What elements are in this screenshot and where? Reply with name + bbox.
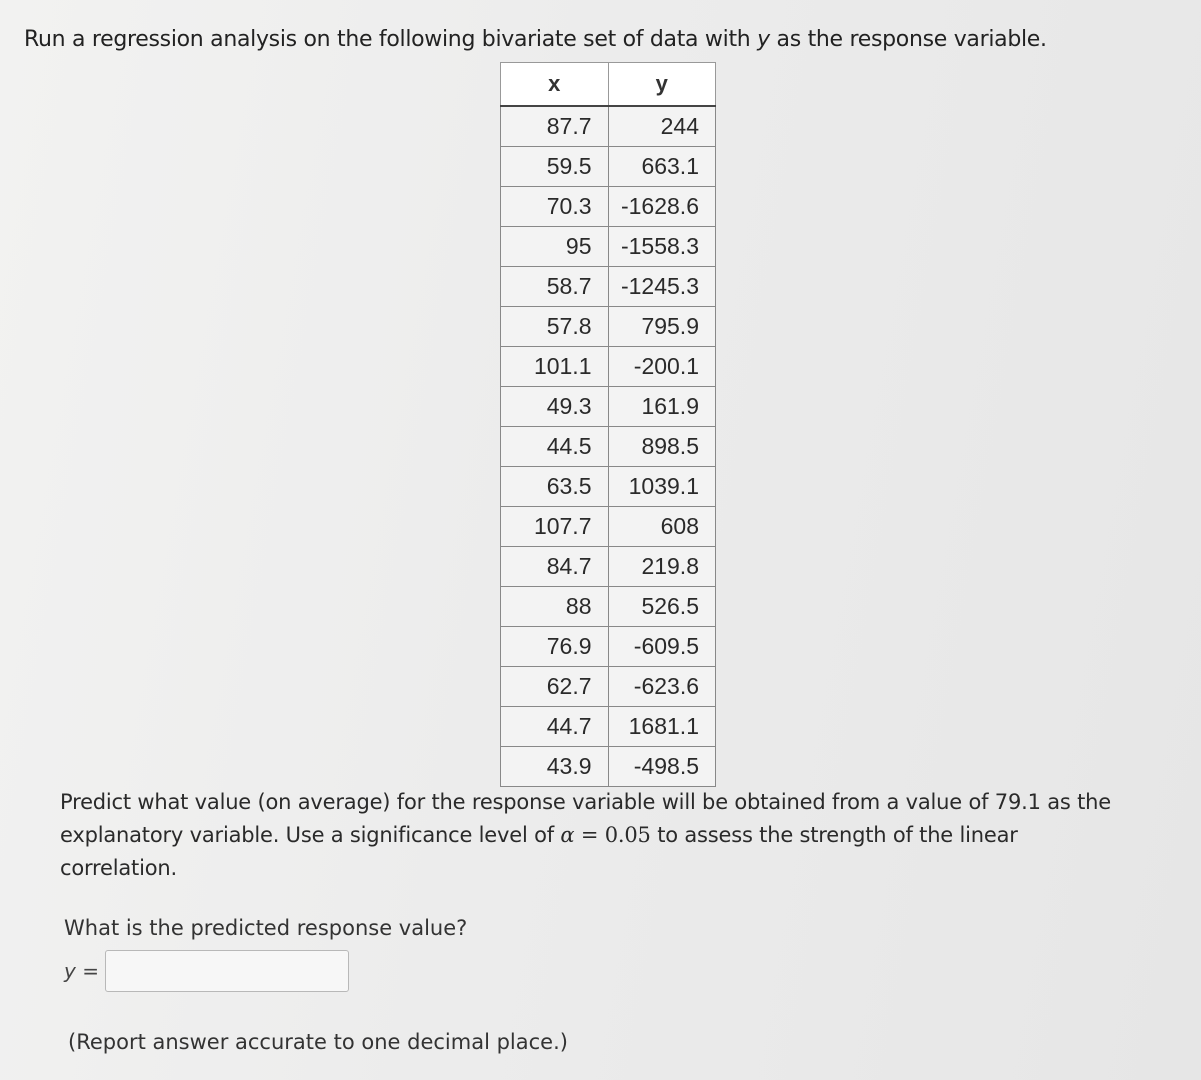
y-value-cell: -1245.3: [608, 267, 716, 307]
y-value-cell: 526.5: [608, 587, 716, 627]
problem-prompt: [60, 786, 1140, 885]
x-value-cell: 49.3: [501, 387, 609, 427]
table-row: [501, 467, 716, 507]
x-value-cell: 88: [501, 587, 609, 627]
table-row: [501, 507, 716, 547]
x-value-cell: 84.7: [501, 547, 609, 587]
y-value-cell: -1558.3: [608, 227, 716, 267]
table-header-row: [501, 63, 716, 107]
y-value-cell: 219.8: [608, 547, 716, 587]
x-value-cell: 62.7: [501, 667, 609, 707]
table-row: [501, 747, 716, 787]
answer-label: [64, 959, 99, 983]
alpha-value: 0.05: [604, 823, 651, 847]
x-value-cell: 43.9: [501, 747, 609, 787]
table-row: [501, 667, 716, 707]
table-row: [501, 227, 716, 267]
x-value-cell: 76.9: [501, 627, 609, 667]
table-row: [501, 307, 716, 347]
y-value-cell: -609.5: [608, 627, 716, 667]
alpha-equals: =: [574, 823, 605, 847]
y-value-cell: 1039.1: [608, 467, 716, 507]
x-value-cell: 44.5: [501, 427, 609, 467]
x-value-cell: 63.5: [501, 467, 609, 507]
x-value-cell: 44.7: [501, 707, 609, 747]
answer-label-eq: =: [75, 959, 99, 983]
prompt-text-2: to assess the strength of the linear correlation.: [60, 823, 1018, 880]
x-value-cell: 101.1: [501, 347, 609, 387]
table-body: [501, 106, 716, 787]
prompt-text-1: Predict what value (on average) for the response variable will be obtained from a value of 79.1 as the explanatory variable. Use a significance level of: [60, 790, 1111, 847]
question-yvar: y: [757, 27, 770, 52]
y-value-cell: 244: [608, 106, 716, 147]
question-part2: as the response variable.: [769, 27, 1047, 52]
y-value-cell: -1628.6: [608, 187, 716, 227]
sub-question: What is the predicted response value?: [64, 916, 468, 940]
table-row: [501, 347, 716, 387]
y-value-cell: 663.1: [608, 147, 716, 187]
rounding-note: (Report answer accurate to one decimal place.): [68, 1030, 568, 1054]
column-header-y: y: [608, 63, 716, 107]
y-value-cell: 161.9: [608, 387, 716, 427]
table-row: [501, 147, 716, 187]
y-value-cell: 795.9: [608, 307, 716, 347]
question-part1: Run a regression analysis on the following bivariate set of data with: [24, 27, 758, 52]
table-row: [501, 267, 716, 307]
table-row: [501, 427, 716, 467]
question-text: [24, 27, 1047, 52]
x-value-cell: 58.7: [501, 267, 609, 307]
column-header-x: x: [501, 63, 609, 107]
data-table: [500, 62, 716, 787]
table-row: [501, 387, 716, 427]
table-row: [501, 187, 716, 227]
x-value-cell: 107.7: [501, 507, 609, 547]
answer-label-var: y: [64, 959, 76, 983]
alpha-symbol: α: [560, 823, 575, 847]
y-value-cell: -200.1: [608, 347, 716, 387]
x-value-cell: 59.5: [501, 147, 609, 187]
x-value-cell: 87.7: [501, 106, 609, 147]
answer-row: [64, 950, 349, 992]
y-value-cell: -623.6: [608, 667, 716, 707]
x-value-cell: 70.3: [501, 187, 609, 227]
table-row: [501, 587, 716, 627]
table-row: [501, 707, 716, 747]
y-value-cell: 898.5: [608, 427, 716, 467]
answer-input[interactable]: [105, 950, 349, 992]
table-row: [501, 547, 716, 587]
table-row: [501, 106, 716, 147]
table-row: [501, 627, 716, 667]
x-value-cell: 95: [501, 227, 609, 267]
y-value-cell: 1681.1: [608, 707, 716, 747]
data-table-container: [500, 62, 716, 787]
x-value-cell: 57.8: [501, 307, 609, 347]
y-value-cell: 608: [608, 507, 716, 547]
y-value-cell: -498.5: [608, 747, 716, 787]
